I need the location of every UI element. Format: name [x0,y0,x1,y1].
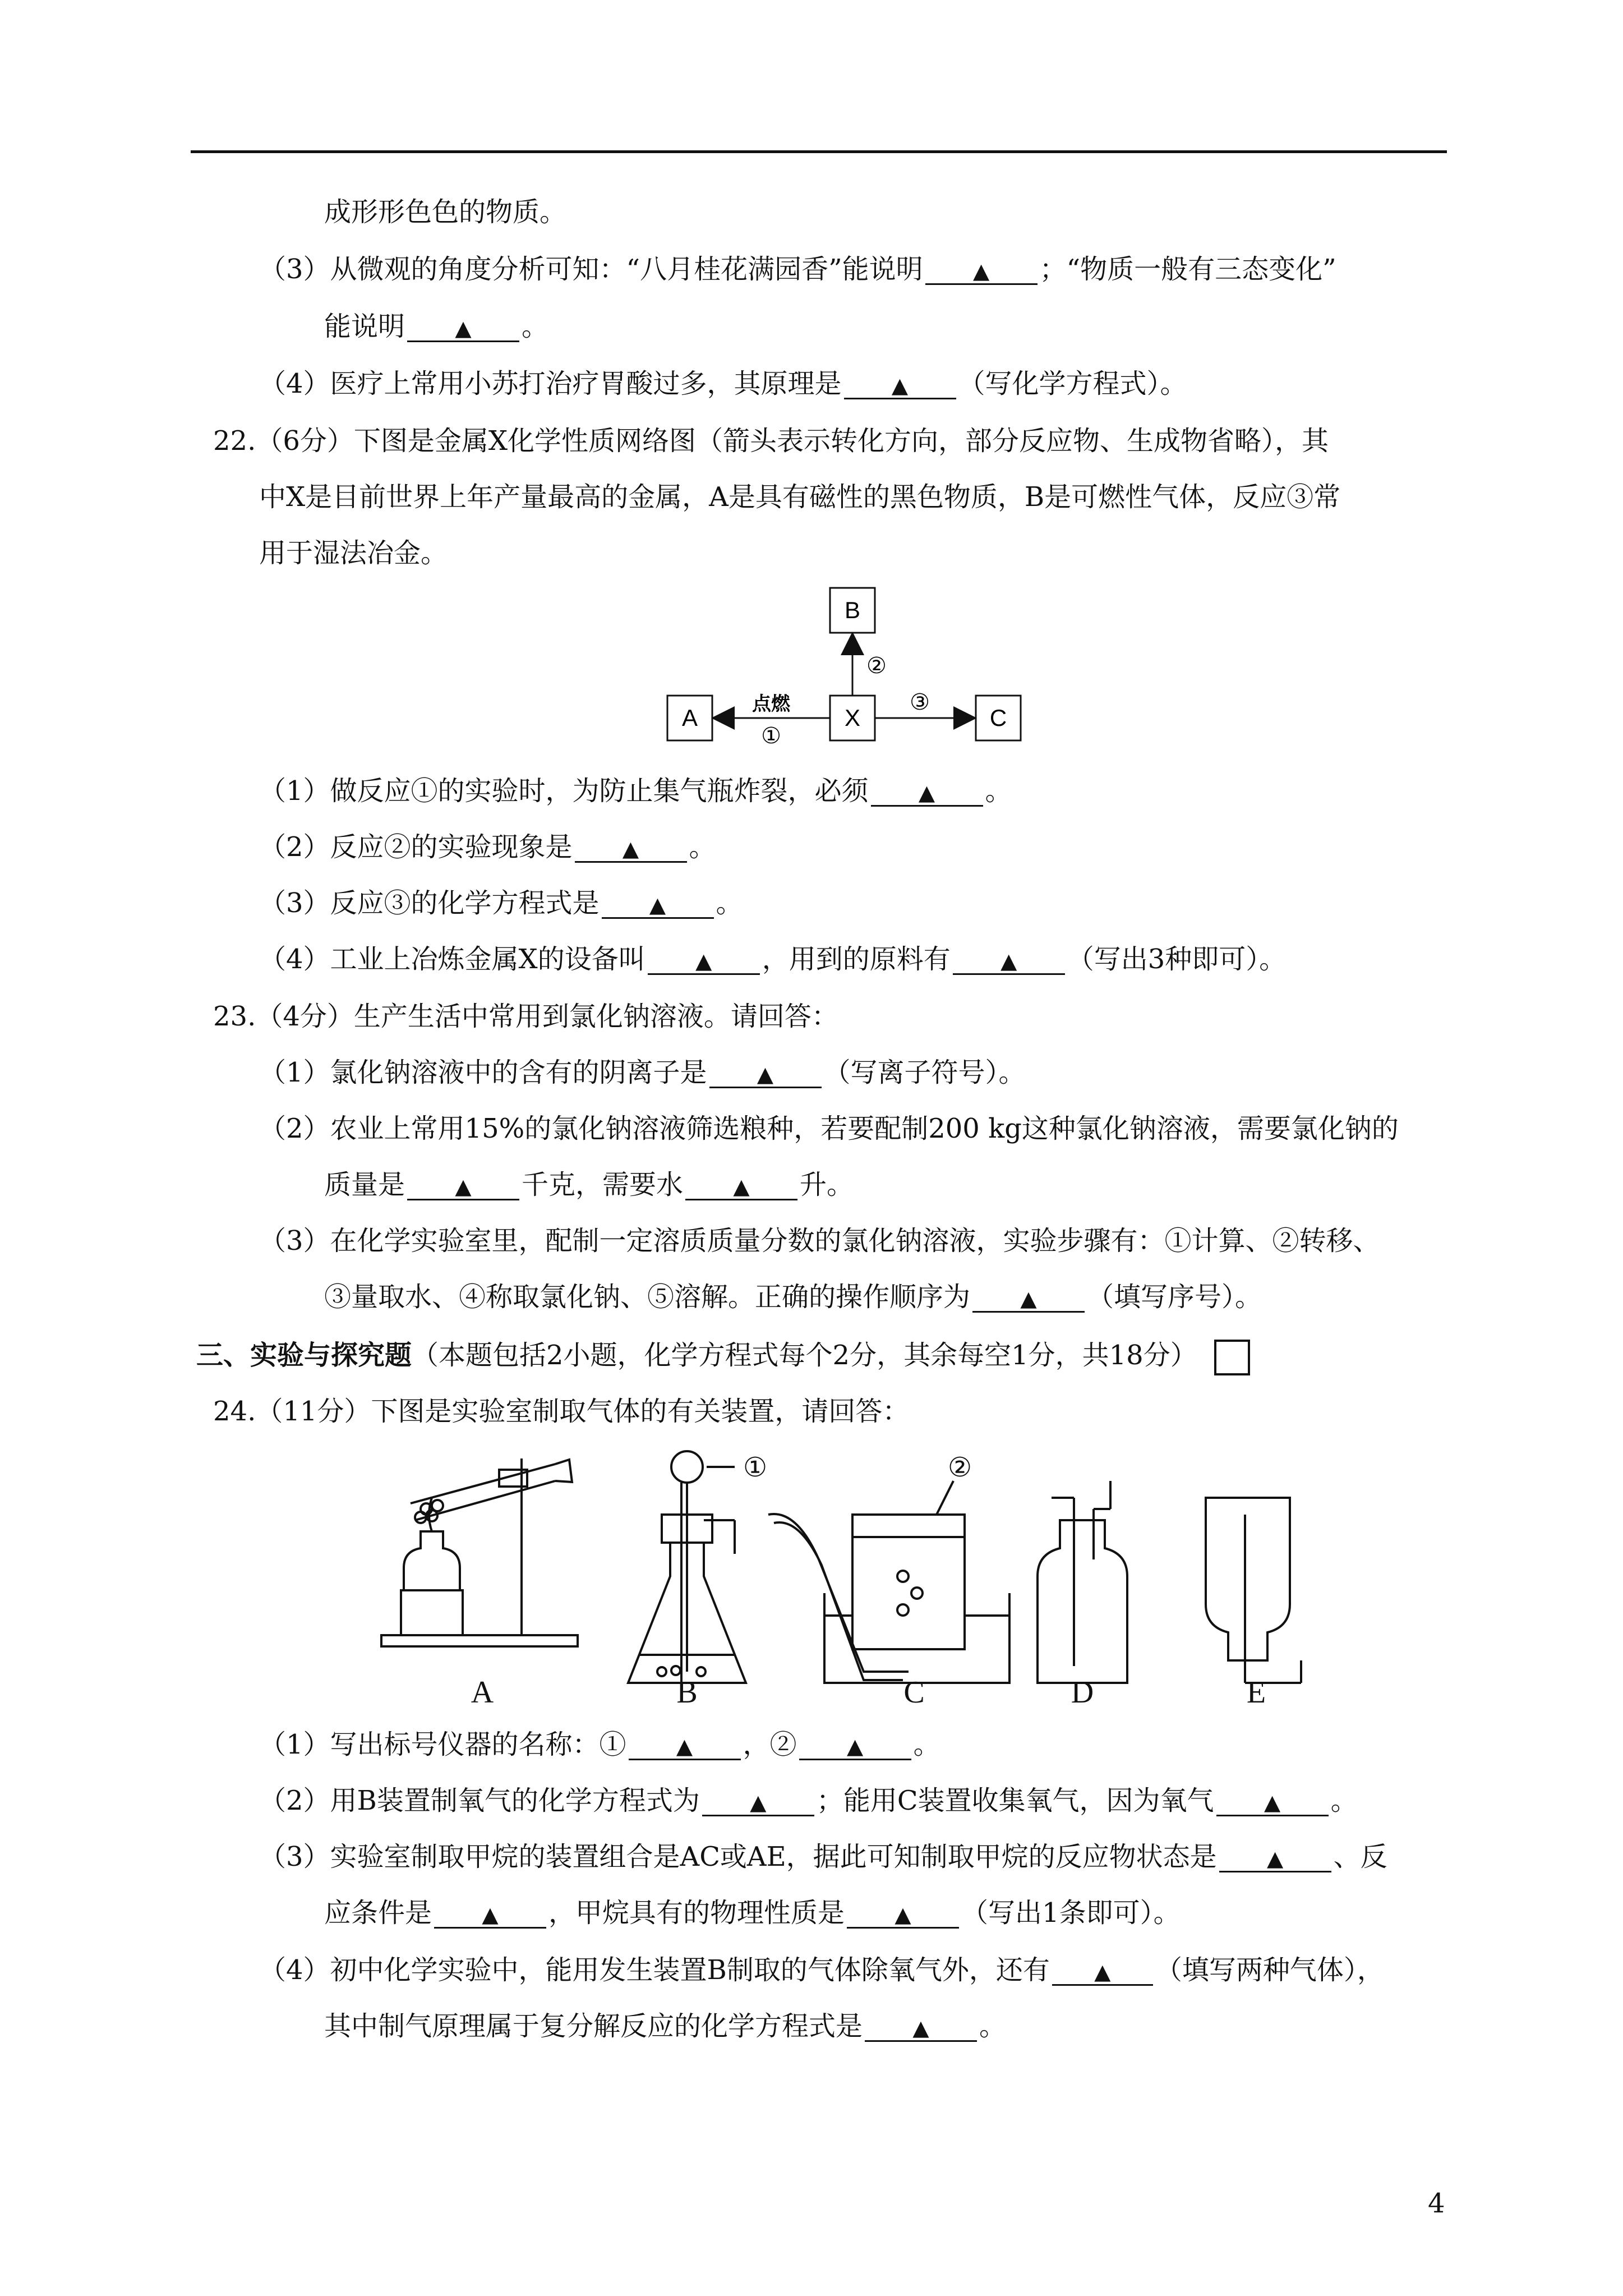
gas-apparatus-figure [370,1447,1312,1711]
answer-blank[interactable]: ▲ [1219,1841,1331,1872]
question-24-stem: 24.（11分）下图是实验室制取气体的有关装置，请回答： [213,1396,910,1427]
label-ignite: 点燃 [752,693,790,715]
question-21-3-cont: 能说明 ▲ 。 [324,311,549,342]
answer-blank[interactable]: ▲ [844,367,956,399]
answer-blank[interactable]: ▲ [407,310,519,342]
answer-blank[interactable]: ▲ [871,775,983,807]
label-d: D [1071,1675,1094,1710]
page-number: 4 [1428,2188,1445,2219]
answer-blank[interactable]: ▲ [434,1897,546,1929]
question-21-4: （4）医疗上常用小苏打治疗胃酸过多，其原理是 ▲ （写化学方程式）。 [259,368,1187,399]
question-24-4: （4）初中化学实验中，能用发生装置B制取的气体除氧气外，还有 ▲ （填写两种气体）， [259,1954,1384,1986]
question-23-1: （1）氯化钠溶液中的含有的阴离子是 ▲ （写离子符号）。 [259,1057,1026,1088]
answer-blank[interactable]: ▲ [799,1728,911,1760]
score-box[interactable] [1214,1340,1250,1375]
node-x: X [844,705,861,731]
question-22-stem-cont: 中X是目前世界上年产量最高的金属，A是具有磁性的黑色物质，B是可燃性气体，反应③常 [259,481,1341,513]
header-rule [191,150,1447,153]
question-22-stem-cont2: 用于湿法冶金。 [259,537,448,569]
label-c: C [903,1675,925,1710]
answer-blank[interactable]: ▲ [407,1168,519,1200]
apparatus-a [381,1458,578,1646]
answer-blank[interactable]: ▲ [629,1728,741,1760]
label-reaction-1: ① [761,723,781,749]
question-21-3: （3）从微观的角度分析可知：“八月桂花满园香”能说明 ▲ ；“物质一般有三态变化” [259,254,1336,285]
answer-blank[interactable]: ▲ [1216,1784,1329,1816]
question-24-4-cont: 其中制气原理属于复分解反应的化学方程式是 ▲ 。 [324,2010,1007,2042]
question-23-3-cont: ③量取水、④称取氯化钠、⑤溶解。正确的操作顺序为 ▲ （填写序号）。 [324,1281,1262,1313]
answer-blank[interactable]: ▲ [685,1168,797,1200]
apparatus-c [768,1481,1009,1683]
answer-blank[interactable]: ▲ [953,943,1065,975]
label-reaction-2: ② [866,653,887,679]
marker-1: ① [743,1452,768,1483]
question-22-4: （4）工业上冶炼金属X的设备叫 ▲ ，用到的原料有 ▲ （写出3种即可）。 [259,944,1287,975]
apparatus-e [1206,1498,1301,1683]
label-e: E [1246,1675,1266,1710]
answer-blank[interactable]: ▲ [1052,1954,1153,1986]
answer-blank[interactable]: ▲ [925,253,1038,285]
question-22-stem: 22.（6分）下图是金属X化学性质网络图（箭头表示转化方向，部分反应物、生成物省略），其 [213,425,1329,457]
section-3-title: 三、实验与探究题 [196,1340,412,1371]
section-3-header [196,1338,1250,1375]
section-3-note: （本题包括2小题，化学方程式每个2分，其余每空1分，共18分） [412,1340,1197,1371]
text-line: 成形形色色的物质。 [324,196,567,228]
question-23-stem: 23.（4分）生产生活中常用到氯化钠溶液。请回答： [213,1001,838,1032]
label-a: A [471,1675,494,1710]
label-reaction-3: ③ [910,689,930,715]
answer-blank[interactable]: ▲ [709,1056,822,1088]
answer-blank[interactable]: ▲ [972,1281,1085,1313]
answer-blank[interactable]: ▲ [602,887,714,919]
answer-blank[interactable]: ▲ [648,943,760,975]
metal-x-network-diagram [662,583,1032,752]
question-24-3-cont: 应条件是 ▲ ，甲烷具有的物理性质是 ▲ （写出1条即可）。 [324,1897,1181,1929]
label-b: B [676,1675,698,1710]
question-24-3: （3）实验室制取甲烷的装置组合是AC或AE，据此可知制取甲烷的反应物状态是 ▲ 、反 [259,1841,1387,1872]
answer-blank[interactable]: ▲ [847,1897,959,1929]
question-23-3: （3）在化学实验室里，配制一定溶质质量分数的氯化钠溶液，实验步骤有：①计算、②转移、 [259,1225,1380,1257]
node-c: C [989,705,1007,731]
apparatus-d [1038,1481,1127,1683]
question-24-2: （2）用B装置制氧气的化学方程式为 ▲ ；能用C装置收集氧气，因为氧气 ▲ 。 [259,1785,1358,1816]
apparatus-b [628,1451,746,1683]
node-b: B [844,597,861,623]
answer-blank[interactable]: ▲ [865,2010,977,2042]
question-24-1: （1）写出标号仪器的名称：① ▲ ，② ▲ 。 [259,1729,940,1760]
marker-2: ② [948,1452,972,1483]
question-23-2: （2）农业上常用15%的氯化钠溶液筛选粮种，若要配制200 kg这种氯化钠溶液，需要氯化钠的 [259,1113,1399,1144]
answer-blank[interactable]: ▲ [575,831,687,863]
question-22-3: （3）反应③的化学方程式是 ▲ 。 [259,887,743,919]
question-22-1: （1）做反应①的实验时，为防止集气瓶炸裂，必须 ▲ 。 [259,775,1012,807]
question-22-2: （2）反应②的实验现象是 ▲ 。 [259,831,716,863]
node-a: A [681,705,698,731]
question-23-2-cont: 质量是 ▲ 千克，需要水 ▲ 升。 [324,1169,854,1200]
answer-blank[interactable]: ▲ [702,1784,814,1816]
